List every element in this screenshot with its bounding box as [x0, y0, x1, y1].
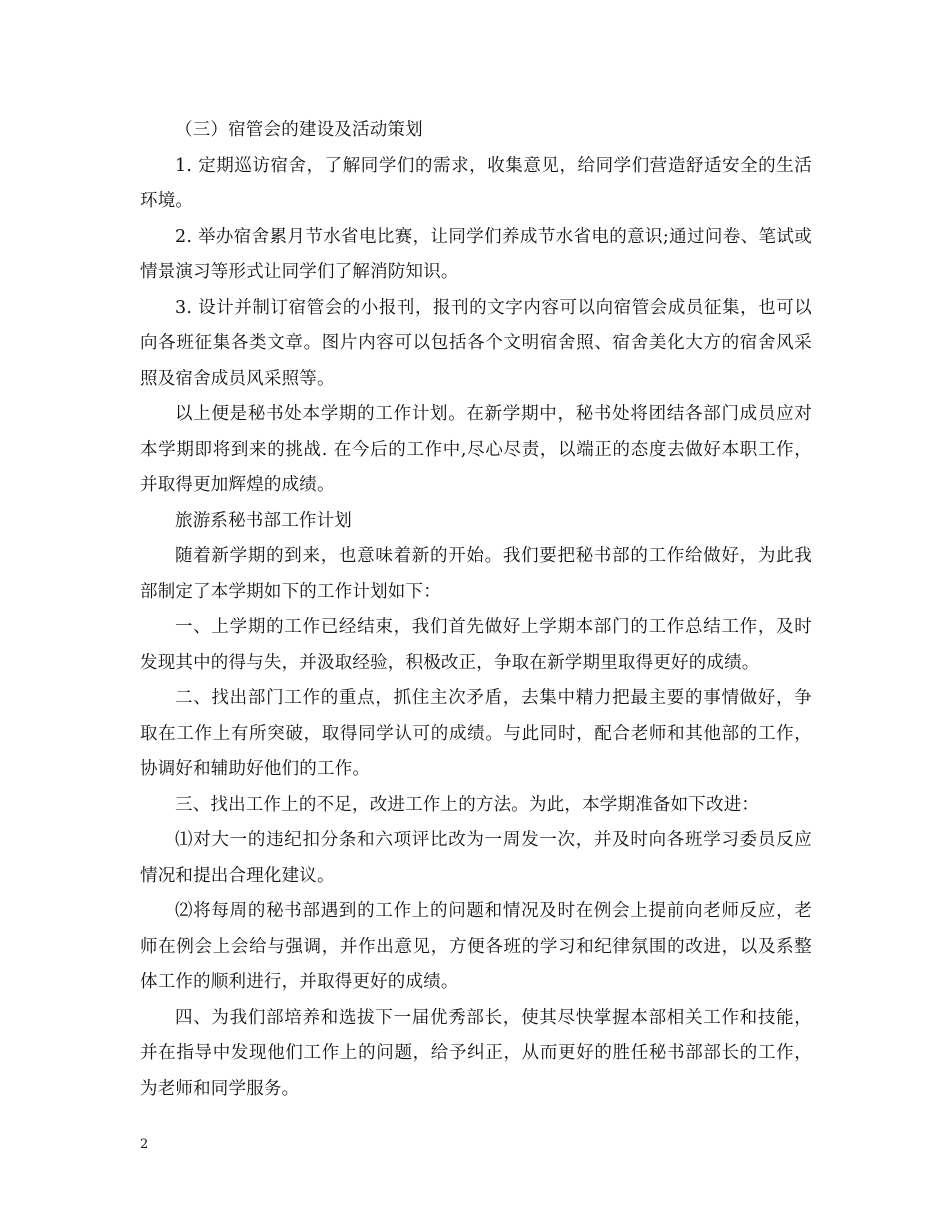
- paragraph-point-1: 一、上学期的工作已经结束，我们首先做好上学期本部门的工作总结工作，及时发现其中的得与失，并汲取经验，积极改正，争取在新学期里取得更好的成绩。: [140, 617, 812, 673]
- paragraph-item-2: 2. 举办宿舍累月节水省电比赛，让同学们养成节水省电的意识;通过问卷、笔试或情景演习等形式让同学们了解消防知识。: [140, 226, 812, 282]
- page-number: 2: [140, 1137, 149, 1152]
- paragraph-summary: 以上便是秘书处本学期的工作计划。在新学期中，秘书处将团结各部门成员应对本学期即将到来的挑战. 在今后的工作中,尽心尽责，以端正的态度去做好本职工作，并取得更加辉煌的成绩。: [140, 404, 812, 495]
- paragraph-item-3: 3. 设计并制订宿管会的小报刊，报刊的文字内容可以向宿管会成员征集，也可以向各班征集各类文章。图片内容可以包括各个文明宿舍照、宿舍美化大方的宿舍风采照及宿舍成员风采照等。: [140, 297, 812, 389]
- document-body: [140, 113, 812, 1107]
- paragraph-point-3: 三、找出工作上的不足，改进工作上的方法。为此，本学期准备如下改进：: [175, 794, 760, 815]
- paragraph-item-1: 1. 定期巡访宿舍，了解同学们的需求，收集意见，给同学们营造舒适安全的生活环境。: [140, 155, 812, 211]
- paragraph-point-4: 四、为我们部培养和选拔下一届优秀部长，使其尽快掌握本部相关工作和技能，并在指导中发现他们工作上的问题，给予纠正，从而更好的胜任秘书部部长的工作，为老师和同学服务。: [140, 1007, 812, 1099]
- section-heading-dorm-committee: （三）宿管会的建设及活动策划: [175, 120, 423, 140]
- section-heading-secretary-plan: 旅游系秘书部工作计划: [175, 510, 352, 531]
- paragraph-point-2: 二、找出部门工作的重点，抓住主次矛盾，去集中精力把最主要的事情做好，争取在工作上有所突破，取得同学认可的成绩。与此同时，配合老师和其他部的工作，协调好和辅助好他们的工作。: [140, 688, 812, 779]
- paragraph-subpoint-2: ⑵将每周的秘书部遇到的工作上的问题和情况及时在例会上提前向老师反应，老师在例会上会给与强调，并作出意见，方便各班的学习和纪律氛围的改进，以及系整体工作的顺利进行，并取得更好的成绩。: [140, 901, 812, 992]
- paragraph-intro: 随着新学期的到来，也意味着新的开始。我们要把秘书部的工作给做好，为此我部制定了本学期如下的工作计划如下：: [140, 546, 812, 602]
- paragraph-subpoint-1: ⑴对大一的违纪扣分条和六项评比改为一周发一次，并及时向各班学习委员反应情况和提出合理化建议。: [140, 830, 812, 886]
